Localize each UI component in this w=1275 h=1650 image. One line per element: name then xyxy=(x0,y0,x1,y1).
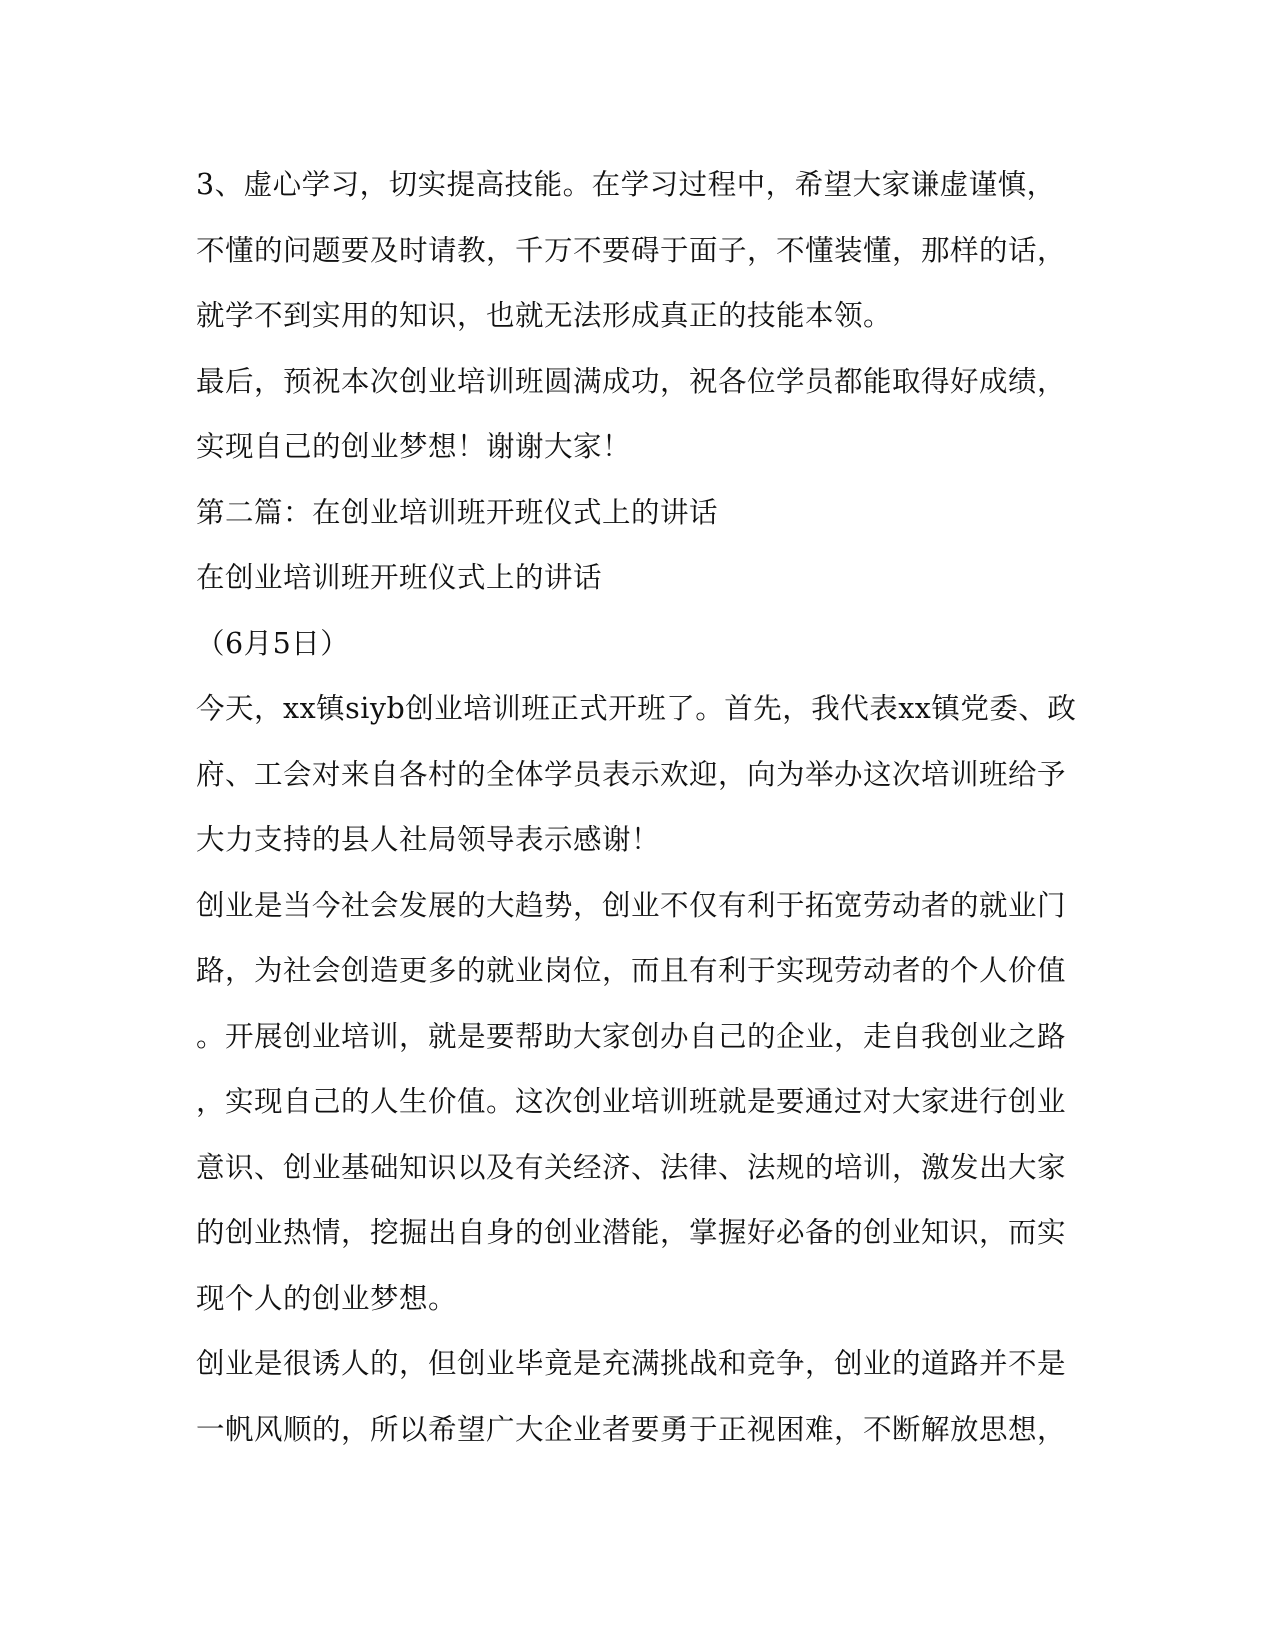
text-line: 创业是当今社会发展的大趋势，创业不仅有利于拓宽劳动者的就业门 xyxy=(196,888,1067,922)
text-line: 就学不到实用的知识，也就无法形成真正的技能本领。 xyxy=(196,299,893,332)
text-line: 的创业热情，挖掘出自身的创业潜能，掌握好必备的创业知识，而实 xyxy=(196,1216,1067,1249)
text-line: 府、工会对来自各村的全体学员表示欢迎，向为举办这次培训班给予 xyxy=(196,757,1067,791)
text-line: 一帆风顺的，所以希望广大企业者要勇于正视困难，不断解放思想， xyxy=(196,1412,1067,1446)
text-line: 。开展创业培训，就是要帮助大家创办自己的企业，走自我创业之路 xyxy=(196,1019,1067,1053)
text-line: 现个人的创业梦想。 xyxy=(196,1281,458,1315)
document-body xyxy=(196,152,1081,1462)
speech-date: （6月5日） xyxy=(196,626,350,660)
text-line: 今天，xx镇siyb创业培训班正式开班了。首先，我代表xx镇党委、政 xyxy=(196,692,1077,725)
text-line: 意识、创业基础知识以及有关经济、法律、法规的培训，激发出大家 xyxy=(196,1150,1067,1184)
speech-title: 在创业培训班开班仪式上的讲话 xyxy=(196,561,603,594)
text-line: 3、虚心学习，切实提高技能。在学习过程中，希望大家谦虚谨慎， xyxy=(196,168,1056,201)
text-line: 创业是很诱人的，但创业毕竟是充满挑战和竞争，创业的道路并不是 xyxy=(196,1347,1067,1380)
section-heading: 第二篇：在创业培训班开班仪式上的讲话 xyxy=(196,495,719,529)
text-line: 大力支持的县人社局领导表示感谢！ xyxy=(196,823,661,856)
text-line: 最后，预祝本次创业培训班圆满成功，祝各位学员都能取得好成绩， xyxy=(196,364,1067,398)
text-line: ，实现自己的人生价值。这次创业培训班就是要通过对大家进行创业 xyxy=(196,1085,1067,1118)
text-line: 实现自己的创业梦想！谢谢大家！ xyxy=(196,430,632,463)
text-line: 不懂的问题要及时请教，千万不要碍于面子，不懂装懂，那样的话， xyxy=(196,233,1067,267)
text-line: 路，为社会创造更多的就业岗位，而且有利于实现劳动者的个人价值 xyxy=(196,954,1067,987)
